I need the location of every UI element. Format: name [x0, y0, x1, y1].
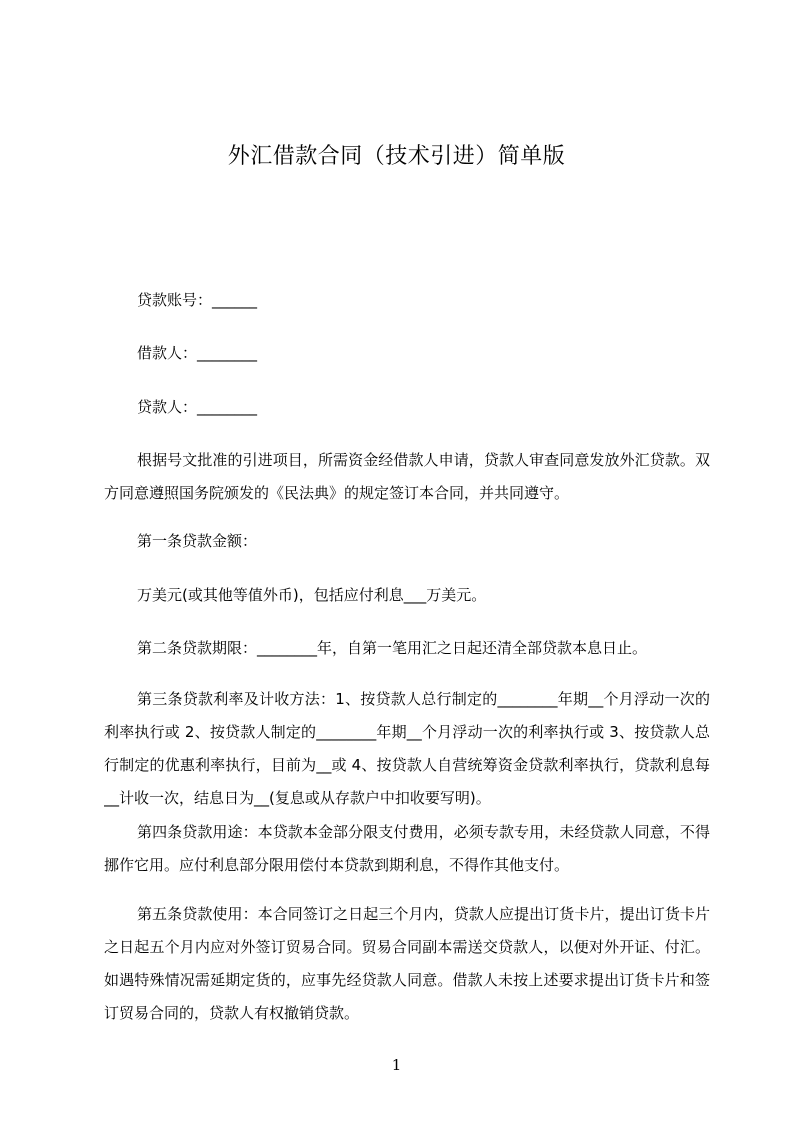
article-5: 第五条贷款使用：本合同签订之日起三个月内，贷款人应提出订货卡片，提出订货卡片之日起五个月内应对外签订贸易合同。贸易合同副本需送交贷款人，以便对外开证、付汇。如遇特殊情况需延期定货的，应事先经贷款人同意。借款人未按上述要求提出订货卡片和签订贸易合同的，贷款人有权撤销贷款。	[104, 905, 710, 1022]
document-title: 外汇借款合同（技术引进）简单版	[227, 144, 566, 169]
article-1-body: 万美元(或其他等值外币)，包括应付利息___万美元。	[137, 586, 487, 604]
lender-field: 贷款人：________	[137, 398, 258, 416]
loan-account-field: 贷款账号：______	[137, 291, 258, 309]
intro-paragraph: 根据号文批准的引进项目，所需资金经借款人申请，贷款人审查同意发放外汇贷款。双方同意遵照国务院颁发的《民法典》的规定签订本合同，并共同遵守。	[104, 451, 710, 502]
page-number: 1	[391, 1056, 402, 1074]
borrower-field: 借款人：________	[137, 344, 258, 362]
article-3: 第三条贷款利率及计收方法：1、按贷款人总行制定的________年期__个月浮动一次的利率执行或 2、按贷款人制定的________年期__个月浮动一次的利率执行或 3、按贷款人总行制定的优惠利率执行，目前为__或 4、按贷款人自营统筹资金贷款利率执行，贷款利息每__计收一次，结息日为__(复息或从存款户中扣收要写明)。	[104, 690, 710, 807]
article-2: 第二条贷款期限：________年，自第一笔用汇之日起还清全部贷款本息日止。	[137, 639, 648, 657]
article-1-heading: 第一条贷款金额：	[137, 532, 258, 550]
article-4: 第四条贷款用途：本贷款本金部分限支付费用，必须专款专用，未经贷款人同意，不得挪作它用。应付利息部分限用偿付本贷款到期利息，不得作其他支付。	[104, 823, 710, 874]
